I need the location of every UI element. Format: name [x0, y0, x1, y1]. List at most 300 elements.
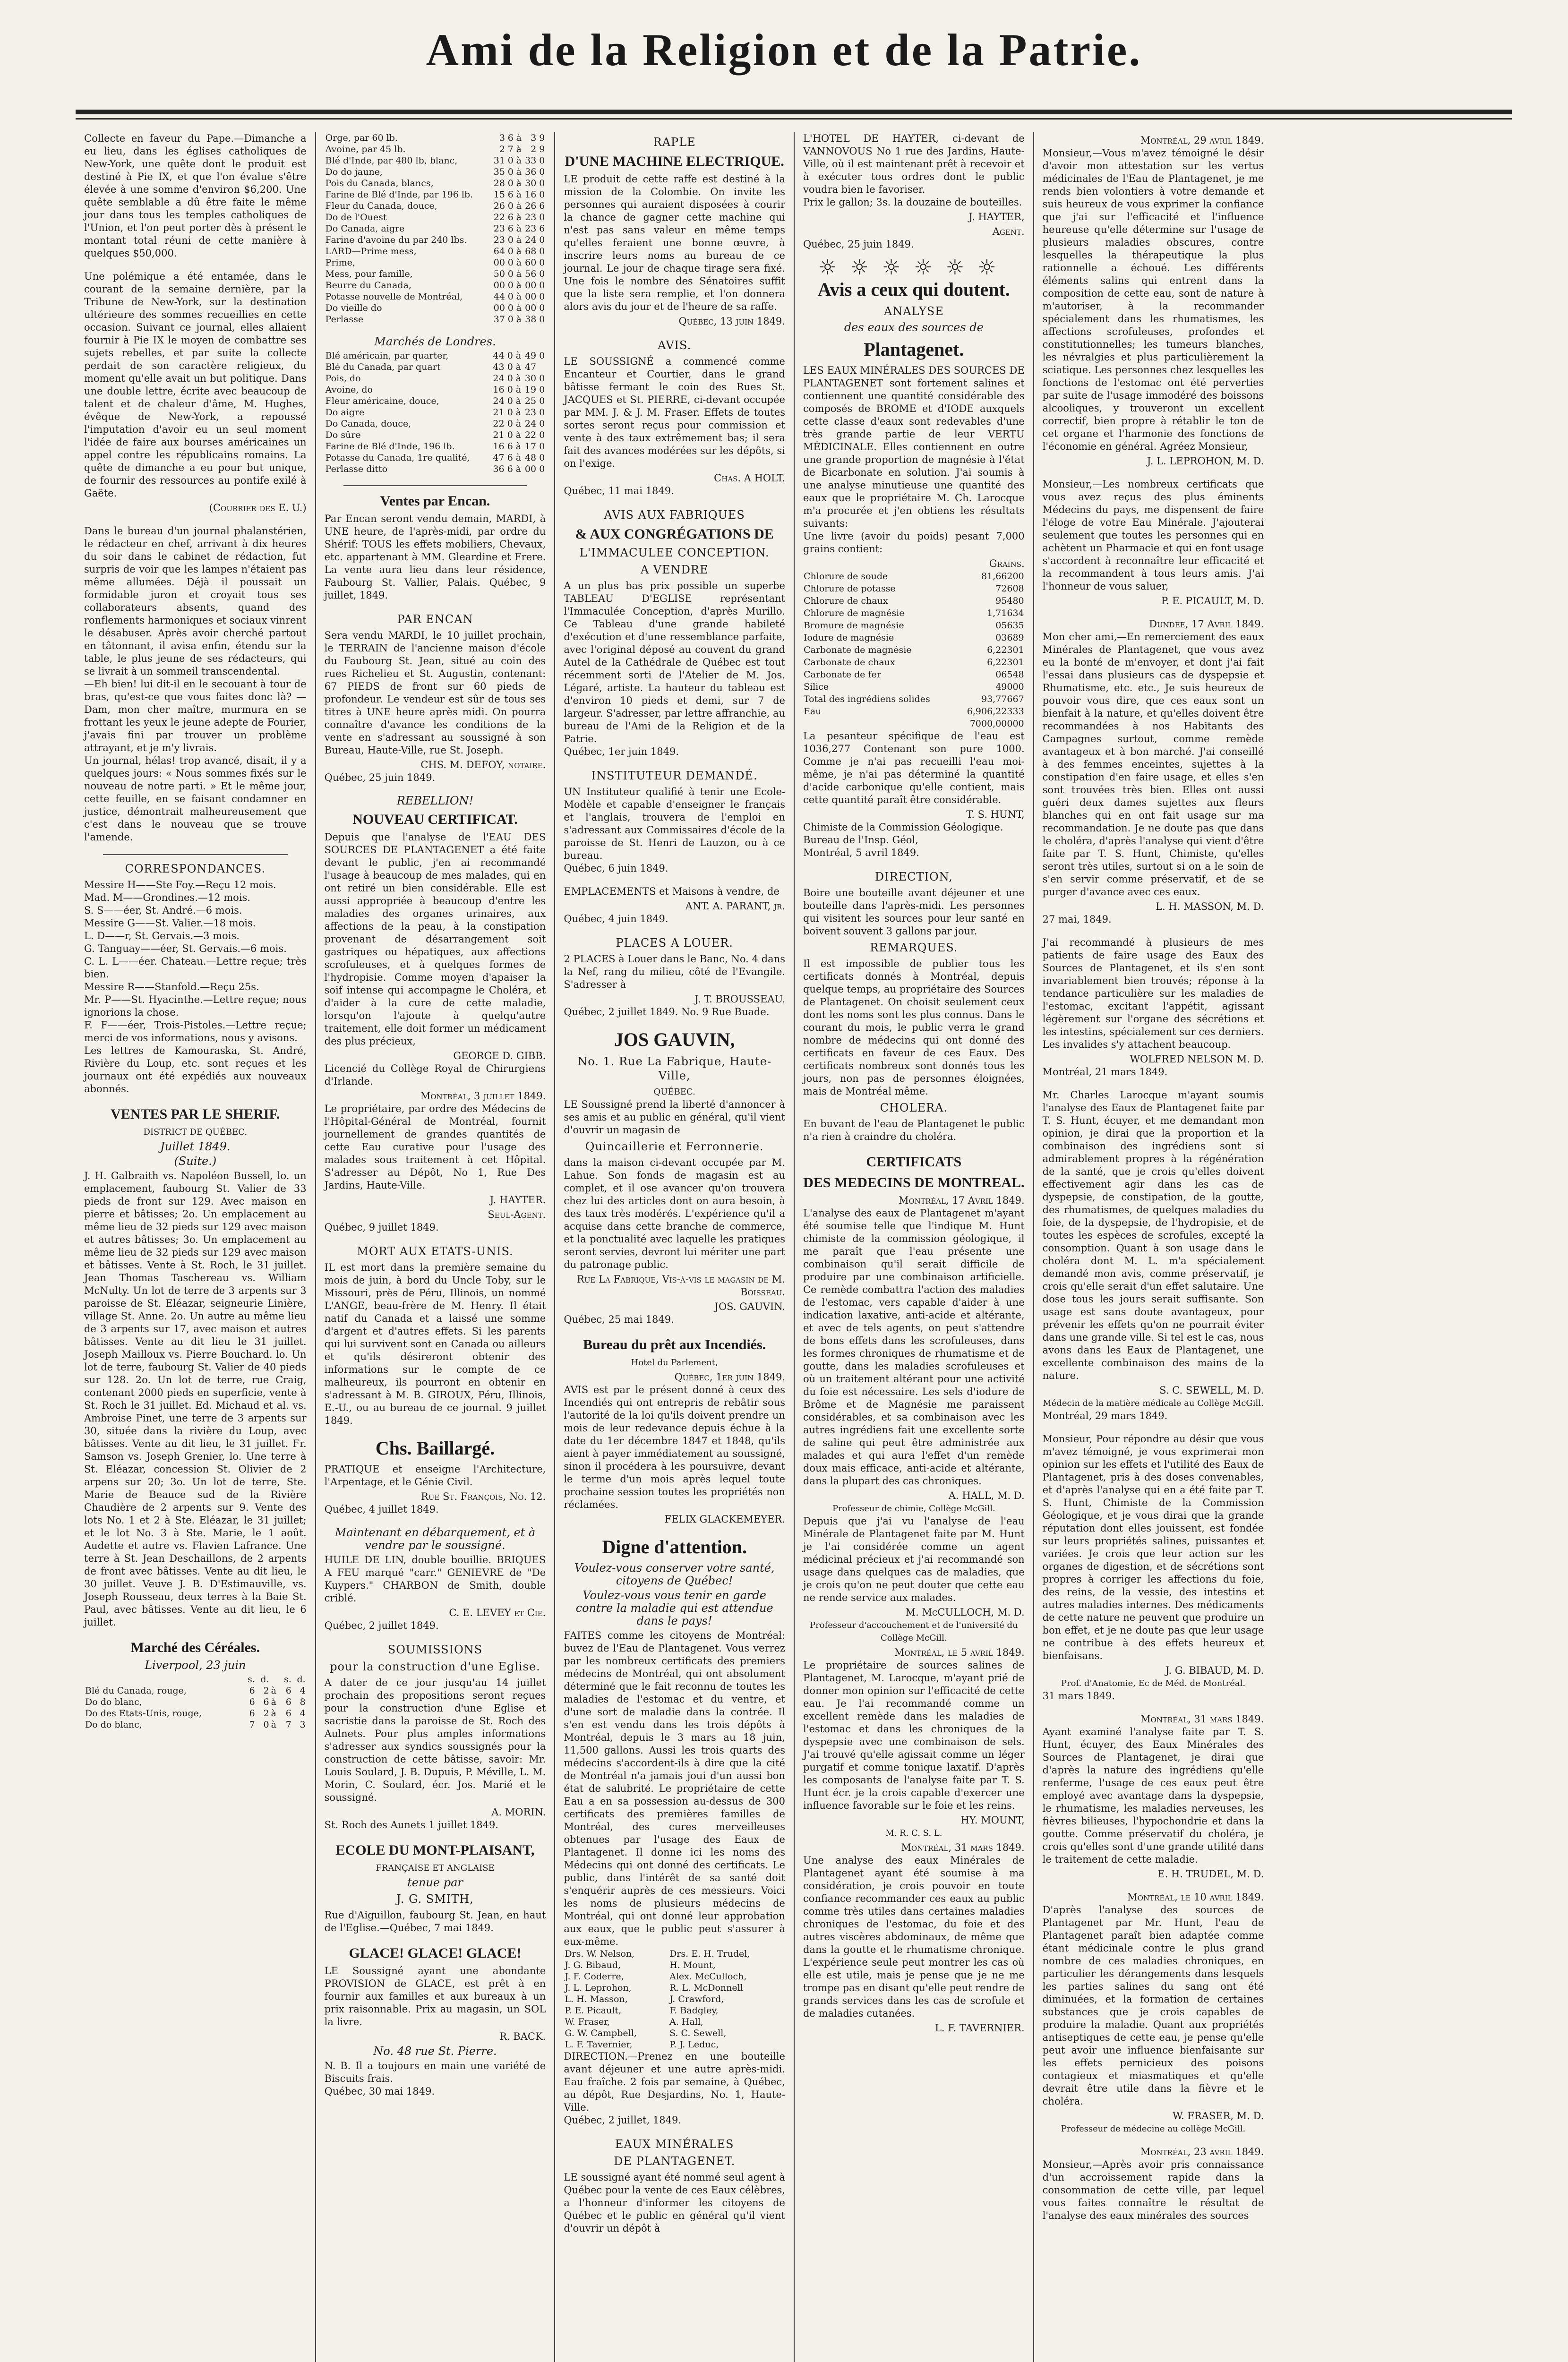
- table-cell: 0: [539, 453, 545, 463]
- cert1-sign: A. HALL, M. D.: [948, 1490, 1025, 1501]
- column-5: [1033, 132, 1273, 2362]
- glace-date: Québec, 30 mai 1849.: [324, 2086, 435, 2097]
- table-cell: 0: [539, 235, 545, 245]
- table-row: [325, 132, 546, 144]
- hotel-role: Agent.: [992, 226, 1025, 237]
- soumissions-sign: A. MORIN.: [491, 1806, 546, 1818]
- emplacements-text: EMPLACEMENTS et Maisons à vendre, de: [564, 886, 780, 897]
- london-title: Marchés de Londres.: [374, 335, 496, 348]
- letter-leprohon: [1043, 134, 1264, 468]
- column-4: [794, 132, 1033, 2362]
- table-cell: 0: [507, 385, 513, 395]
- machine-text: LE produit de cette raffe est destiné à la mission de la Colombie. On invite les personnes qui auraient disposées à courir la chance de gagner cette machine qui n'est pas sans valeur en même temps qu'elles feraient une bonne œuvre, à inscrire leurs noms au bureau de ce journal. Le jour de chaque tirage sera fixé. Une fois le nombre des Sénatoires suffit que la liste sera remplie, et l'on donnera alors avis du jour et de l'heure de sa raffe.: [564, 173, 785, 312]
- article-digne: [564, 1536, 785, 2127]
- table-cell: F. Badgley,: [669, 2005, 719, 2016]
- table-cell: Farine d'avoine du par 240 lbs.: [325, 235, 467, 245]
- plantagenet-title: Plantagenet.: [864, 339, 964, 360]
- vendre-title: A VENDRE: [640, 563, 709, 576]
- table-cell: s.: [247, 1674, 255, 1685]
- letter-sewell: [1043, 1089, 1264, 1422]
- list-item: Messire G——St. Valier.—18 mois.: [84, 917, 256, 929]
- table-cell: 93,77667: [981, 694, 1024, 704]
- table-row: [803, 595, 1025, 607]
- certificat-sign: GEORGE D. GIBB.: [453, 1050, 546, 1061]
- table-cell: 2: [263, 1708, 269, 1719]
- cert1-date: Montréal, 17 Avril 1849.: [898, 1195, 1025, 1206]
- table-cell: 05635: [995, 620, 1024, 631]
- gauvin-text-2: dans la maison ci-devant occupée par M. Lahue. Son fonds de magasin est au complet, et il ose avancer qu'on trouvera chez lui des articles dont on aura besoin, à des taux très modérés. L'expérience qu'il a acquise dans cette branche de commerce, et la ponctualité avec laquelle les pratiques seront servies, devront lui mériter une part du patronage public.: [564, 1157, 785, 1270]
- instituteur-date: Québec, 6 juin 1849.: [564, 863, 668, 874]
- gravity-role: Chimiste de la Commission Géologique.: [803, 822, 1003, 833]
- gravity-place: Bureau de l'Insp. Géol,: [803, 834, 918, 846]
- table-cell: 72608: [995, 583, 1024, 594]
- letter-date: 27 mai, 1849.: [1042, 914, 1112, 925]
- places-date: Québec, 2 juillet 1849. No. 9 Rue Buade.: [564, 1006, 770, 1018]
- table-cell: à: [515, 362, 522, 372]
- table-cell: à: [516, 314, 522, 325]
- gravity-text: La pesanteur spécifique de l'eau est 1036,277 Contenant son pure 1000. Comme je n'ai pas recueilli l'eau moi-même, je n'ai pas déterminé la quantité d'acide carbonique qu'elle contient, mais cette quantité paraît être considérable.: [803, 730, 1025, 805]
- article-bureau-story: [84, 525, 307, 844]
- table-cell: à: [515, 396, 522, 406]
- glace-sign: R. BACK.: [499, 2031, 546, 2042]
- mort-text: IL est mort dans la première semaine du mois de juin, à bord du Uncle Toby, sur le Missouri, près de Péru, Illinois, un nommé L'ANGE, beau-frère de M. Henry. Il était natif du Canada et a laissé une somme d'argent et d'autres effets. Si les parents qui lui survivent sont en Canada ou ailleurs et qu'ils désireront obtenir des informations sur le compte de ce malheureux, ils pourront en obtenir en s'adressant à M. B. GIROUX, Péru, Illinois, E.-U., ou au bureau de ce journal. 9 juillet 1849.: [324, 1262, 546, 1426]
- article-analyse: [803, 279, 1025, 859]
- table-cell: 0: [507, 201, 514, 211]
- letter-text: Monsieur,—Vous m'avez témoigné le désir d'avoir mon attestation sur les vertus médicinales de l'Eau de Plantagenet, je me rends bien volontiers à votre demande et suis heureux de vous exprimer la confiance que j'ai sur l'efficacité et l'influence heureuse qu'elle détermine sur l'usage de plusieurs maladies obscures, contre lesquelles la thérapeutique la plus rationnelle a échoué. Les différents éléments salins qui entrent dans la composition de cette eau, sont de nature à m'autoriser, à la recommander spécialement dans les rhumatismes, les affections scrofuleuses, profondes et constitutionnelles; les tumeurs blanches, les névralgies et plus particulièrement la sciatique. Les personnes chez lesquelles les fonctions de l'estomac ont été perverties par suite de l'usage immodéré des boissons alcooliques, y trouveront un excellent correctif, bien propre à rétablir le ton de cet organe et l'harmonie des fonctions de l'économie en général. Agréez Monsieur,: [1042, 147, 1264, 452]
- table-cell: 3: [300, 1720, 306, 1730]
- table-cell: 4: [300, 1686, 306, 1696]
- vendre-text: A un plus bas prix possible un superbe TABLEAU D'EGLISE représentant l'Immaculée Conception, d'après Murillo. Ce Tableau d'une grande habileté d'exécution et d'une ressemblance parfaite, avec l'original déposé au couvent du grand Autel de la Cathédrale de Québec est tout récemment sorti de l'Atelier de M. Jos. Légaré, artiste. La hauteur du tableau est d'environ 10 pieds et demi, sur 7 de largeur. S'adresser, par lettre affranchie, au bureau de l'Ami de la Religion et de la Patrie.: [564, 580, 785, 745]
- analyse-sub: des eaux des sources de: [844, 321, 984, 334]
- letter-date: Montréal, le 10 avril 1849.: [1127, 1891, 1264, 1903]
- table-row: [325, 361, 546, 373]
- table-cell: 0: [539, 246, 545, 257]
- sheriff-district: DISTRICT DE QUÉBEC.: [143, 1127, 248, 1137]
- table-cell: Chlorure de potasse: [803, 583, 896, 594]
- letter-sign: WOLFRED NELSON M. D.: [1130, 1053, 1264, 1065]
- gravity-sign: T. S. HUNT,: [966, 809, 1025, 820]
- vendre-date: Québec, 1er juin 1849.: [564, 746, 679, 757]
- gauvin-title: JOS GAUVIN,: [614, 1029, 735, 1050]
- table-cell: 23: [525, 223, 537, 234]
- table-row: [564, 1982, 785, 1994]
- table-cell: 95480: [995, 596, 1024, 606]
- analyse-text: LES EAUX MINÉRALES DES SOURCES DE PLANTAGENET sont fortement salines et contiennent une quantité considérable des composés de BROME et d'IODE auxquels cette classe d'eaux sont redevables d'une très grande partie de leur VERTU MÉDICINALE. Elles contiennent en outre une grande proportion de magnésie à l'état de Bicarbonate en solution. J'ai soumis à une analyse minutieuse une quantité des eaux que le propriétaire M. Ch. Larocque m'a procurée et j'en obtiens les résultats suivants:: [803, 365, 1025, 529]
- gauvin-date: Québec, 25 mai 1849.: [564, 1314, 674, 1325]
- table-cell: 36: [493, 464, 505, 474]
- table-cell: à: [271, 1708, 276, 1719]
- list-item: S. S——éer, St. André.—6 mois.: [84, 905, 242, 916]
- letter-date: Montréal, 31 mars 1849.: [1140, 1713, 1264, 1725]
- table-cell: 0: [539, 269, 545, 279]
- table-cell: 22: [493, 419, 505, 429]
- table-cell: 0: [539, 419, 545, 429]
- table-row: [325, 384, 546, 395]
- table-cell: à: [516, 201, 522, 211]
- table-cell: à: [516, 269, 522, 279]
- table-cell: Chlorure de soude: [803, 571, 888, 582]
- table-cell: P. J. Leduc,: [669, 2039, 719, 2050]
- table-cell: 60: [525, 257, 537, 268]
- table-cell: 0: [539, 385, 545, 395]
- letter-sign: L. H. MASSON, M. D.: [1156, 901, 1264, 912]
- masthead-rule-thin: [76, 118, 1512, 120]
- table-cell: Iodure de magnésie: [803, 633, 894, 643]
- article-glace: [325, 1945, 546, 2098]
- correspondances-note: Les lettres de Kamouraska, St. André, Rivière du Loup, etc. sont reçues et les journaux ont été expédiés aux nouveaux abonnés.: [84, 1045, 307, 1095]
- table-cell: 0: [539, 407, 545, 418]
- table-row: [325, 463, 546, 475]
- article-bureau-pret: [564, 1336, 785, 1526]
- article-polemic: [84, 270, 307, 514]
- analyse-title: ANALYSE: [883, 305, 944, 318]
- table-cell: 31: [493, 155, 505, 166]
- table-cell: 0: [507, 419, 513, 429]
- table-cell: 0: [507, 178, 514, 188]
- table-cell: à: [515, 441, 522, 452]
- list-item: G. Tanguay——éer, St. Gervais.—6 mois.: [84, 943, 287, 954]
- polemic-text: Une polémique a été entamée, dans le courant de la semaine dernière, par la Tribune de New-York, sur la destination ultérieure des sommes recueillies en cette occasion. Suivant ce journal, elles allaient fournir à Pie IX le moyen de combattre ses sujets rebelles, et par suite la collecte perdait de son caractère religieux, du moment qu'elle avait un but politique. Dans une double lettre, écrite avec beaucoup de talent et de chaleur d'âme, M. Hughes, évêque de New-York, a repoussé l'imputation d'avoir eu un seul moment l'idée de faire aux bourses américaines un appel contre les républicains romains. La quête de dimanche a eu pour but unique, de fournir des ressources au pontife exilé à Gaëte.: [84, 271, 307, 499]
- table-cell: 28: [493, 178, 505, 188]
- table-cell: 00: [525, 291, 537, 302]
- table-cell: 0: [507, 407, 513, 418]
- letter-text: J'ai recommandé à plusieurs de mes patients de faire usage des Eaux des Sources de Plantagenet, et ils s'en sont invariablement bien trouvés; réponse à la tendance particulière sur les maladies de l'estomac, excitant l'appétit, agissant légèrement sur l'organe des sécrétions et les intestins, spécialement sur ces derniers. Les invalides s'y attachent beaucoup.: [1042, 937, 1264, 1050]
- table-cell: 8: [300, 1697, 306, 1707]
- sheriff-suite: (Suite.): [174, 1155, 217, 1168]
- cereals-place: Liverpool, 23 juin: [145, 1659, 246, 1672]
- digne-title: Digne d'attention.: [602, 1536, 747, 1558]
- article-avis: [564, 338, 785, 497]
- table-cell: Do de l'Ouest: [325, 212, 387, 223]
- raple-kicker: RAPLE: [653, 136, 696, 149]
- ecole-tenue: tenue par: [407, 1876, 463, 1889]
- table-cell: 0: [507, 291, 514, 302]
- encan2-title: PAR ENCAN: [397, 613, 473, 626]
- table-cell: Perlasse: [325, 314, 364, 325]
- huile-text: HUILE DE LIN, double bouillie. BRIQUES A FEU marqué "carr." GENIEVRE de "De Kuypers." CHARBON de Smith, double criblé.: [324, 1554, 546, 1604]
- table-row: [325, 234, 546, 246]
- table-cell: Pois, do: [325, 373, 361, 384]
- table-cell: à: [515, 430, 522, 440]
- table-cell: à: [515, 373, 522, 384]
- table-cell: Beurre du Canada,: [325, 280, 411, 291]
- table-row: [325, 452, 546, 463]
- table-row: [325, 280, 546, 291]
- cert2-role: Professeur d'accouchement et de l'université du Collège McGill.: [810, 1620, 1018, 1643]
- ecole-text: Rue d'Aiguillon, faubourg St. Jean, en haut de l'Eglise.—Québec, 7 mai 1849.: [324, 1909, 546, 1934]
- table-row: [325, 257, 546, 268]
- table-cell: Fleur du Canada, douce,: [325, 201, 437, 211]
- letter-text: Monsieur, Pour répondre au désir que vous m'avez témoigné, je vous exprimerai mon opinion sur les effets et l'utilité des Eaux de Plantagenet, pris à des doses convenables, et d'après l'analyse qui en a été faite par T. S. Hunt, Chimiste de la Commission Géologique, et je vous dirai que la grande réputation dont elles jouissent, est fondée sur leurs propriétés salines, puissantes et variées. Je crois que leur action sur les organes de digestion, et de sécrétions sont propres à corriger les affections du foie, des reins, de la vessie, des intestins et autres maladies internes. Des médicaments de cette nature ne peuvent que produire un bon effet, et je ne doute pas que leur usage ne contribue à des effets heureux et bienfaisans.: [1042, 1433, 1264, 1661]
- table-cell: G. W. Campbell,: [565, 2028, 637, 2038]
- table-cell: 48: [524, 453, 537, 463]
- table-cell: à: [516, 246, 522, 257]
- table-cell: Avoine, par 45 lb.: [325, 144, 406, 154]
- table-cell: 0: [539, 303, 545, 313]
- table-cell: à: [515, 453, 522, 463]
- table-cell: 03689: [995, 633, 1024, 643]
- article-gauvin: [564, 1029, 785, 1326]
- letter-text: Ayant examiné l'analyse faite par T. S. Hunt, écuyer, des Eaux Minérales des Sources de Plantagenet, je dirai que d'après la nature des ingrédiens qu'elle renferme, l'usage de ces eaux peut être employé avec avantage dans la dyspepsie, le rhumatisme, les maladies nerveuses, les fièvres bilieuses, l'hypochondrie et dans la goutte. Comme préservatif du choléra, je crois qu'elles sont d'une grande utilité dans le traitement de cette maladie.: [1042, 1726, 1264, 1865]
- table-cell: 23: [524, 407, 537, 418]
- baillarge-title: Chs. Baillargé.: [375, 1438, 495, 1459]
- article-sheriff: [84, 1106, 307, 1629]
- list-item: Mad. M——Grondines.—12 mois.: [84, 892, 250, 903]
- table-cell: 9: [539, 133, 545, 143]
- avis-sign: Chas. A HOLT.: [714, 472, 785, 484]
- fabriques-sub2: L'IMMACULEE CONCEPTION.: [579, 546, 770, 559]
- table-cell: Farine de Blé d'Inde, 196 lb.: [325, 441, 455, 452]
- table-row: [564, 1971, 785, 1982]
- article-soumissions: [325, 1643, 546, 1831]
- cert3-sign: HY. MOUNT,: [960, 1814, 1025, 1826]
- sheriff-date: Juillet 1849.: [160, 1140, 231, 1153]
- table-row: [803, 693, 1025, 705]
- table-cell: Blé du Canada, rouge,: [85, 1686, 187, 1696]
- certificat-date: Montréal, 3 juillet 1849.: [420, 1090, 546, 1102]
- baillarge-text: PRATIQUE et enseigne l'Architecture, l'Arpentage, et le Génie Civil.: [324, 1463, 546, 1488]
- table-row: [325, 418, 546, 429]
- table-cell: J. G. Bibaud,: [565, 1960, 621, 1970]
- letter-text: D'après l'analyse des sources de Plantagenet par Mr. Hunt, l'eau de Plantagenet paraît bien adaptée comme étant médicinale contre le plus grand nombre de ces maladies chroniques, en particulier les dérangements dans lesquels les parties salines du sang ont été diminuées, et la formation de certaines substances que je crois capables de produire la maladie. Quant aux propriétés antiseptiques de cette eau, je pense qu'elle peut avoir une influence bienfaisante sur les effets pernicieux des poisons contagieux et miasmatiques et qu'elle devrait être utile dans la fièvre et le choléra.: [1042, 1904, 1264, 2107]
- certificat-text: Depuis que l'analyse de l'EAU DES SOURCES DE PLANTAGENET a été faite devant le public, j'en ai recommandé l'usage à beaucoup de mes malades, qui en ont retiré un bien considérable. Elle est aussi appropriée à beaucoup d'entre les maladies des organes urinaires, aux affections de la peau, à la constipation provenant de désarrangement soit gastriques ou hépatiques, aux affections scrofuleuses, et à quelques formes de l'hydropisie. Comme moyen d'apaiser la soif intense qui accompagne le Choléra, et d'aider à la cure de cette maladie, lorsqu'on l'ajoute à quelqu'autre traitement, elle doit former un médicament des plus précieux,: [324, 831, 546, 1047]
- table-cell: 3: [499, 133, 505, 143]
- proprio-text: Le propriétaire, par ordre des Médecins de l'Hôpital-Général de Montréal, fournit journellement de grandes quantités de cette Eau curative pour l'usage des malades sous traitement à cet Hôpital. S'adresser au Dépôt, No 1, Rue Des Jardins, Haute-Ville.: [324, 1103, 546, 1191]
- direction-date: Québec, 2 juillet, 1849.: [564, 2114, 682, 2126]
- table-cell: 0: [539, 441, 545, 452]
- table-cell: Carbonate de magnésie: [803, 645, 912, 655]
- table-row: [325, 144, 546, 155]
- table-cell: 30: [524, 373, 537, 384]
- table-cell: [84, 1674, 243, 1685]
- table-cell: 0: [539, 373, 545, 384]
- list-item: Messire H——Ste Foy.—Reçu 12 mois.: [84, 879, 276, 890]
- table-cell: 22: [524, 430, 537, 440]
- cert4-date: Montréal, 31 mars 1849.: [901, 1842, 1025, 1853]
- table-cell: à: [516, 212, 522, 223]
- table-row: [325, 200, 546, 212]
- encan2-date: Québec, 25 juin 1849.: [324, 772, 436, 783]
- table-cell: Do des Etats-Unis, rouge,: [85, 1708, 202, 1719]
- digne-text: FAITES comme les citoyens de Montréal: buvez de l'Eau de Plantagenet. Vous verrez par les nombreux certificats des premiers médecins de Montréal, qui ont absolument déterminé que le fait reconnu de toutes les maladies de l'estomac et du ventre, et d'une sort de maladie dans la contrée. Il s'en est vendu dans les trois dépôts à Montréal, depuis le 3 mars au 18 juin, 11,500 gallons. Aussi les trois quarts des médecins s'accordent-ils à dire que la cité de Montréal n'a jamais joui d'un aussi bon état de salubrité. Le propriétaire de cette Eau a en sa possession au-dessus de 300 certificats des premières familles de Montréal, des cures merveilleuses obtenues par l'usage des Eaux de Plantagenet. Il donne ici les noms des Médecins qui ont donné des certificats. Le public, dans l'intérêt de sa santé doit s'enquérir auprès de ces messieurs. Voici les noms de plusieurs médecins de Montréal, qui ont donné leur approbation aux eaux, que le public peut s'assurer à eux-même.: [564, 1630, 785, 1947]
- masthead: [0, 19, 1568, 104]
- proprio-date: Québec, 9 juillet 1849.: [324, 1222, 439, 1233]
- eaux-title: EAUX MINÉRALES: [615, 2138, 734, 2151]
- table-cell: 37: [493, 314, 505, 325]
- cert1-role: Professeur de chimie, Collège McGill.: [832, 1504, 995, 1514]
- table-cell: 0: [263, 1720, 269, 1730]
- table-cell: 6: [507, 453, 513, 463]
- table-cell: à: [271, 1720, 276, 1730]
- table-cell: s.: [283, 1674, 291, 1685]
- table-cell: Blé d'Inde, par 480 lb, blanc,: [325, 155, 458, 166]
- table-cell: à: [515, 419, 522, 429]
- letter-sign: P. E. PICAULT, M. D.: [1161, 595, 1264, 607]
- letter-masson: [1043, 618, 1264, 926]
- direction-title: DIRECTION,: [874, 870, 953, 883]
- table-cell: Orge, par 60 lb.: [325, 133, 398, 143]
- proprio-sign: J. HAYTER.: [489, 1194, 546, 1206]
- table-row: [803, 718, 1025, 730]
- letter-date: Dundee, 17 Avril 1849.: [1149, 618, 1264, 630]
- rebellion-title: REBELLION!: [396, 794, 474, 807]
- letter-text: Mr. Charles Larocque m'ayant soumis l'analyse des Eaux de Plantagenet faite par T. S. Hunt, écuyer, et me demandant mon opinion, je dirai que la proportion et la combinaison des ingrédiens sont si admirablement propres à la régénération de la santé, que je crois qu'elles doivent effectivement agir dans les cas de dyspepsie, de constipation, de la goutte, des rhumatismes, de quelques maladies du foie, de la dyspepsie, de l'hydropisie, et de toutes les espèces de scrofules, excepté la consomption. Quant à son usage dans le choléra dont M. L. m'a spécialement demandé mon avis, comme préservatif, je crois qu'elle serait d'un effet salutaire. Une dose tous les jours serait suffisante. Son usage est sans doute avantageux, pour prévenir les effets qu'on ne pourrait éviter dans une grande ville. Si tel est le cas, nous avons dans les Eaux de Plantagenet, une excellente combinaison des mains de la nature.: [1042, 1089, 1264, 1381]
- table-row: [325, 407, 546, 418]
- letter-bibaud: [1043, 1433, 1264, 1703]
- table-row: [325, 246, 546, 257]
- table-cell: 6: [539, 223, 545, 234]
- table-row: [803, 582, 1025, 595]
- table-cell: 00: [493, 257, 505, 268]
- gauvin-city: QUÉBEC.: [653, 1087, 695, 1097]
- table-cell: 24: [525, 235, 537, 245]
- article-certificats: [803, 1154, 1025, 2035]
- debarquement: Maintenant en débarquement, et à vendre par le soussigné.: [334, 1526, 536, 1552]
- encan-title: Ventes par Encan.: [380, 493, 490, 509]
- table-cell: 38: [525, 314, 537, 325]
- direction-text: Boire une bouteille avant déjeuner et une bouteille dans l'après-midi. Les personnes qui visitent les sources pour leur santé en boivent souvent 3 gallons par jour.: [803, 887, 1025, 937]
- table-cell: 22: [493, 212, 505, 223]
- table-cell: 0: [539, 351, 545, 361]
- table-cell: 6: [507, 441, 513, 452]
- article-hotel: [803, 132, 1025, 251]
- letter-nelson: [1043, 936, 1264, 1078]
- article-fabriques: [564, 508, 785, 758]
- table-row: [84, 1685, 307, 1696]
- direction-text: DIRECTION.—Prenez en une bouteille avant déjeuner et une autre après-midi. Eau fraîche. 2 fois par semaine, à Québec, au dépôt, Rue Desjardins, No. 1, Haute-Ville.: [564, 2051, 785, 2113]
- letter-role: Médecin de la matière médicale au Collège McGill.: [1043, 1398, 1264, 1408]
- table-cell: à: [516, 167, 522, 177]
- table-cell: à: [516, 155, 522, 166]
- gauvin-goods: Quincaillerie et Ferronnerie.: [585, 1140, 764, 1153]
- table-cell: Potasse nouvelle de Montréal,: [325, 291, 463, 302]
- table-cell: 6: [249, 1686, 255, 1696]
- table-cell: Mess, pour famille,: [325, 269, 413, 279]
- doubtful-title: Avis a ceux qui doutent.: [817, 279, 1010, 300]
- table-row: [564, 1948, 785, 1960]
- table-cell: 0: [539, 257, 545, 268]
- glace-addr: No. 48 rue St. Pierre.: [373, 2045, 497, 2058]
- table-row: [325, 314, 546, 325]
- table-cell: à: [515, 407, 522, 418]
- table-cell: 0: [507, 351, 513, 361]
- cereals-title: Marché des Céréales.: [130, 1640, 260, 1655]
- article-cereals: [84, 1639, 307, 1730]
- table-row: [84, 1674, 307, 1685]
- instituteur-text: UN Instituteur qualifié à tenir une Ecole-Modèle et capable d'enseigner le français et l'anglais, trouvera de l'emploi en s'adressant aux Commissaires d'école de la paroisse de St. Henri de Lauzon, ou à ce bureau.: [564, 786, 785, 861]
- table-cell: 0: [539, 189, 545, 200]
- cholera-text: En buvant de l'eau de Plantagenet le public n'a rien à craindre du choléra.: [803, 1118, 1025, 1142]
- letter-sign: E. H. TRUDEL, M. D.: [1157, 1868, 1264, 1880]
- correspondances-title: CORRESPONDANCES.: [125, 862, 266, 875]
- article-london: [325, 335, 546, 475]
- table-cell: 00: [525, 303, 537, 313]
- huile-date: Québec, 2 juillet 1849.: [324, 1620, 439, 1631]
- table-cell: 16: [493, 385, 505, 395]
- letter-date: Montréal, 29 mars 1849.: [1042, 1410, 1168, 1421]
- article-places: [564, 936, 785, 1018]
- table-cell: 6: [249, 1697, 255, 1707]
- table-cell: LARD—Prime mess,: [325, 246, 417, 257]
- article-correspondances: [84, 862, 307, 1095]
- table-cell: Total des ingrédiens solides: [803, 694, 930, 704]
- cert3-text: Le propriétaire de sources salines de Plantagenet, M. Larocque, m'ayant prié de donner mon opinion sur l'efficacité de cette eau. Je l'ai recommandé comme un excellent remède dans les maladies de l'estomac et dans les chroniques de la dyspepsie avec une combinaison de sels. J'ai trouvé qu'elle agissait comme un léger purgatif et comme tonique laxatif. D'après les composants de l'analyse faite par T. S. Hunt écr. je la crois capable d'exercer une influence favorable sur le foie et les reins.: [803, 1660, 1025, 1811]
- letter-text: Monsieur,—Les nombreux certificats que vous avez reçus des plus éminents Médecins du pays, me dispensent de faire l'éloge de votre Eau Minérale. J'ajouterai seulement que toutes les personnes qui en achètent un Pharmacie et qui en font usage s'accordent à reconnaître leur efficacité et la recommandent à tous leurs amis. J'ai l'honneur de vous saluer,: [1042, 479, 1264, 592]
- table-cell: 9: [539, 144, 545, 154]
- bureau-story-text-3: Un journal, hélas! trop avancé, disait, il y a quelques jours: « Nous sommes fixés sur le nouveau de notre parti. » Et le même jour, cette feuille, en se faisant condamner en justice, démontrait malheureusement que c'est dans le nouveau que se trouve l'amende.: [84, 755, 307, 843]
- soumissions-text: A dater de ce jour jusqu'au 14 juillet prochain des propositions seront reçues pour la construction d'une Eglise et sacristie dans la paroisse de St. Roch des Aulnets. Pour plus amples informations s'adresser aux syndics soussignés pour la construction de cette bâtisse, savoir: Mr. Louis Soulard, J. B. Dupuis, P. Méville, L. M. Morin, C. Soulard, écr. Jos. Marié et le soussigné.: [324, 1677, 546, 1803]
- table-cell: 21: [493, 430, 505, 440]
- column-1: [76, 132, 315, 2362]
- london-table: [325, 350, 546, 475]
- table-cell: 0: [507, 246, 514, 257]
- table-cell: 49000: [995, 682, 1024, 692]
- table-row: [803, 607, 1025, 619]
- table-cell: 0: [507, 396, 513, 406]
- table-row: [84, 1696, 307, 1708]
- table-cell: 23: [525, 212, 537, 223]
- table-row: [803, 644, 1025, 656]
- cert4-sign: L. F. TAVERNIER.: [934, 2022, 1025, 2034]
- table-cell: Do Canada, aigre: [325, 223, 405, 234]
- fabriques-sub: & AUX CONGRÉGATIONS DE: [575, 526, 774, 542]
- table-cell: 6: [539, 201, 545, 211]
- bureau-sign: FELIX GLACKEMEYER.: [664, 1514, 785, 1525]
- article-baillarge: [325, 1438, 546, 1516]
- huile-sign: C. E. LEVEY et Cie.: [449, 1607, 546, 1618]
- table-cell: 64: [493, 246, 505, 257]
- table-cell: 6: [507, 212, 514, 223]
- masthead-rule-thick: [76, 110, 1512, 114]
- hotel-date: Québec, 25 juin 1849.: [803, 239, 914, 250]
- table-row: [325, 395, 546, 407]
- table-cell: 0: [507, 362, 513, 372]
- table-row: [803, 619, 1025, 632]
- table-cell: Carbonate de chaux: [803, 657, 895, 668]
- table-cell: 0: [507, 314, 514, 325]
- digne-q2: Voulez-vous vous tenir en garde contre la maladie qui est attendue dans le pays!: [575, 1589, 773, 1627]
- baillarge-date: Québec, 4 juillet 1849.: [324, 1504, 439, 1515]
- table-cell: 49: [524, 351, 537, 361]
- hotel-text: L'HOTEL DE HAYTER, ci-devant de VANNOVOUS No 1 rue des Jardins, Haute-Ville, où il est maintenant prêt à recevoir et à exécuter tous ordres dont le public voudra bien le favoriser.: [803, 133, 1025, 195]
- article-machine: [564, 135, 785, 328]
- machine-title: D'UNE MACHINE ELECTRIQUE.: [565, 154, 784, 169]
- table-row: [803, 656, 1025, 668]
- soumissions-title: SOUMISSIONS: [387, 1643, 483, 1656]
- table-cell: à: [515, 351, 522, 361]
- table-cell: L. H. Masson,: [565, 1994, 628, 2004]
- table-cell: à: [516, 178, 522, 188]
- table-cell: 0: [507, 235, 514, 245]
- list-item: Mr. P——St. Hyacinthe.—Lettre reçue; nous ignorions la chose.: [84, 994, 307, 1018]
- table-cell: Do Canada, douce,: [325, 419, 411, 429]
- baillarge-addr: Rue St. François, No. 12.: [420, 1491, 546, 1502]
- table-cell: 24: [524, 419, 537, 429]
- table-cell: 47: [524, 362, 537, 372]
- table-row: [803, 705, 1025, 718]
- avis-text: LE SOUSSIGNÉ a commencé comme Encanteur et Courtier, dans le grand bâtisse fermant le coin des Rues St. JACQUES et St. PIERRE, ci-devant occupée par MM. J. & J. M. Fraser. Effets de toutes sortes seront reçus pour commission et vente à des taux extrêmement bas; il sera fait des avances modérées sur les dépôts, si on l'exige.: [564, 356, 785, 469]
- mort-title: MORT AUX ETATS-UNIS.: [357, 1245, 514, 1258]
- table-row: [325, 155, 546, 166]
- glace-text: LE Soussigné ayant une abondante PROVISION de GLACE, est prêt à en fournir aux familles et aux bureaux à un prix raisonnable. Prix au magasin, un SOL la livre.: [324, 1965, 546, 2028]
- table-cell: 00: [493, 280, 505, 291]
- table-cell: Do vieille do: [325, 303, 382, 313]
- separator: [343, 485, 527, 486]
- letter-sign: J. L. LEPROHON, M. D.: [1147, 455, 1264, 467]
- table-cell: à: [271, 1686, 276, 1696]
- table-cell: à: [516, 280, 522, 291]
- table-cell: d.: [297, 1674, 306, 1685]
